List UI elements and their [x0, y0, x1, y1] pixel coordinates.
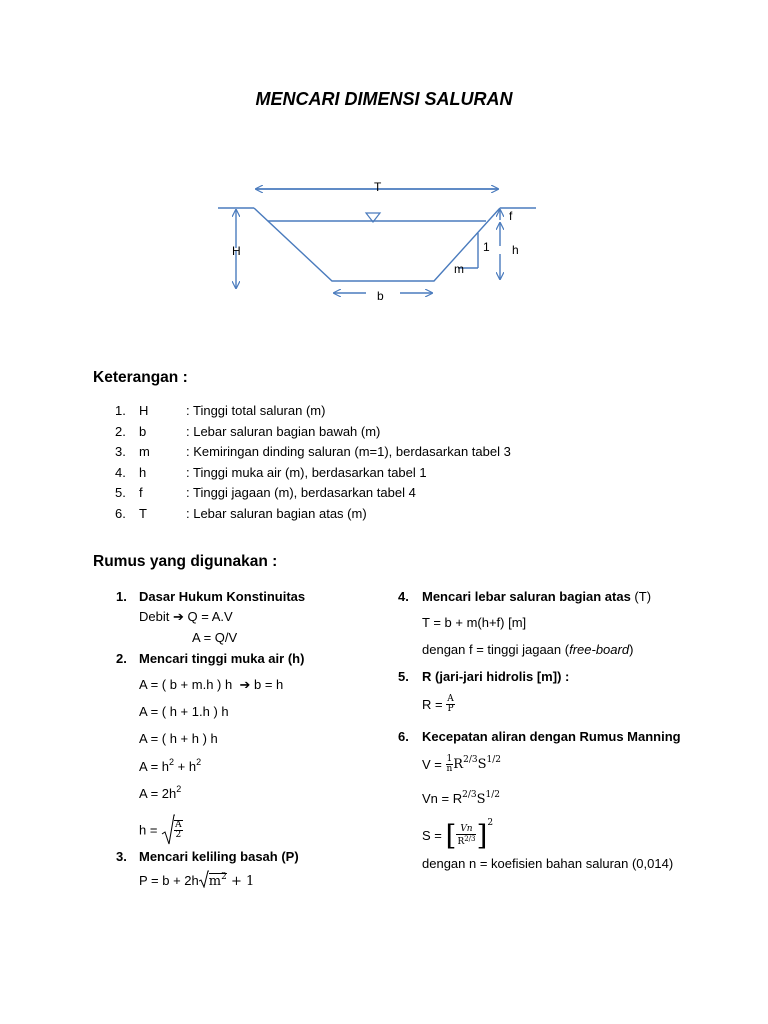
section-1-number: 1.: [116, 589, 127, 604]
section-1-title: Dasar Hukum Konstinuitas: [139, 589, 306, 604]
arrow-icon: ➔: [172, 609, 184, 624]
label-h-water: h: [512, 243, 519, 257]
formula-s: S = [ $\frac{Vn}{R^{2/3}}$ ]$^2$: [422, 818, 494, 852]
sqrt-sign-icon: [161, 814, 175, 846]
keterangan-item-description: : Tinggi jagaan (m), berdasarkan tabel 4: [186, 485, 416, 500]
keterangan-item-symbol: f: [139, 485, 143, 500]
formula-r: R = $\frac{A}{P}$: [422, 694, 454, 714]
section-3-number: 3.: [116, 849, 127, 864]
channel-cross-section-diagram: [0, 0, 768, 340]
keterangan-item-number: 5.: [115, 485, 126, 500]
keterangan-item-number: 3.: [115, 444, 126, 459]
section-6-title: Kecepatan aliran dengan Rumus Manning: [422, 729, 681, 744]
rumus-heading: Rumus yang digunakan :: [93, 553, 278, 570]
formula-n-note: dengan n = koefisien bahan saluran (0,014): [422, 856, 674, 871]
label-t: T: [374, 180, 382, 194]
keterangan-item-number: 1.: [115, 403, 126, 418]
section-2-title: Mencari tinggi muka air (h): [139, 651, 305, 666]
formula-a-q-v: A = Q/V: [192, 630, 238, 645]
label-m: m: [454, 262, 464, 276]
label-h-total: H: [232, 244, 241, 258]
formula-2-line-6: h = $\frac{A}{2}$: [139, 814, 183, 846]
section-4-number: 4.: [398, 589, 409, 604]
keterangan-item-number: 4.: [115, 464, 126, 480]
keterangan-item-symbol: h: [139, 464, 147, 480]
section-5-number: 5.: [398, 669, 409, 684]
keterangan-item-description: : Lebar saluran bagian atas (m): [186, 505, 367, 521]
sqrt-sign-icon: [199, 870, 209, 888]
section-2-number: 2.: [116, 651, 127, 666]
formula-f-note: dengan f = tinggi jagaan (free-board): [422, 642, 634, 657]
formula-2-line-5: $A = 2h^2$: [139, 784, 182, 801]
keterangan-item-description: : Kemiringan dinding saluran (m=1), berdasarkan tabel 3: [186, 444, 511, 459]
formula-vn: $Vn = R^{2/3}S^{1/2}$: [422, 790, 500, 807]
section-5-title: R (jari-jari hidrolis [m]) :: [422, 669, 570, 684]
keterangan-item-symbol: m: [139, 444, 150, 459]
keterangan-item-symbol: T: [139, 505, 147, 521]
formula-v-manning: V = $\frac{1}{n}$ $R^{2/3}S^{1/2}$: [422, 754, 501, 775]
section-3-title: Mencari keliling basah (P): [139, 849, 299, 864]
formula-2-line-3: A = ( h + h ) h: [139, 731, 218, 746]
formula-2-line-2: A = ( h + 1.h ) h: [139, 704, 229, 719]
formula-keliling-basah: P = b + 2h $m^2 + 1$: [139, 872, 255, 889]
formula-debit: Debit ➔ Q = A.V: [139, 609, 233, 624]
formula-t: T = b + m(h+f) [m]: [422, 615, 527, 630]
keterangan-item-description: : Tinggi total saluran (m): [186, 403, 326, 418]
keterangan-item-symbol: b: [139, 423, 147, 439]
keterangan-heading: Keterangan :: [93, 369, 188, 386]
section-6-number: 6.: [398, 729, 409, 744]
page-title: MENCARI DIMENSI SALURAN: [255, 89, 513, 109]
keterangan-item-description: : Lebar saluran bagian bawah (m): [186, 423, 381, 439]
label-slope-1: 1: [483, 240, 490, 254]
keterangan-item-number: 6.: [115, 505, 126, 521]
formula-2-line-1: A = ( b + m.h ) h ➔ b = h: [139, 677, 284, 692]
arrow-icon: ➔: [239, 677, 251, 692]
keterangan-item-number: 2.: [115, 423, 126, 439]
keterangan-item-symbol: H: [139, 403, 149, 418]
section-4-title: Mencari lebar saluran bagian atas (T): [422, 589, 652, 604]
keterangan-item-description: : Tinggi muka air (m), berdasarkan tabel 1: [186, 464, 427, 480]
label-b: b: [377, 289, 384, 303]
formula-2-line-4: $A = h^2 + h^2$: [139, 757, 202, 774]
label-f: f: [509, 209, 513, 223]
